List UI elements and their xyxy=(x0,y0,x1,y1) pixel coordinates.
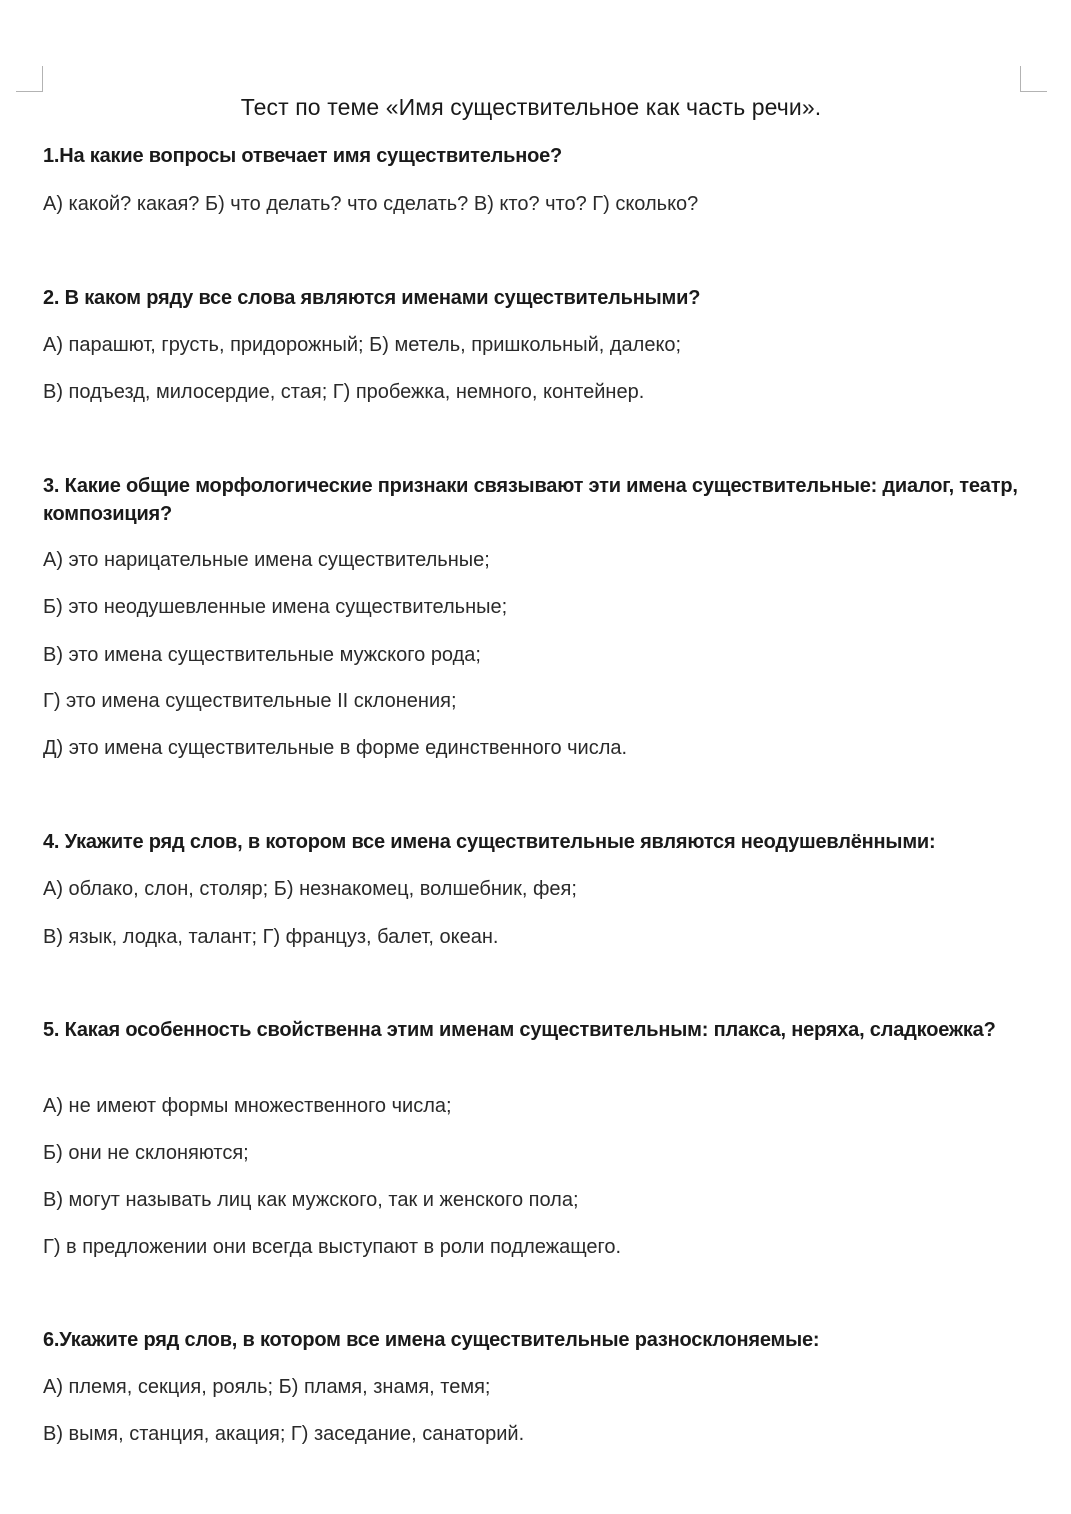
question-5-text: 5. Какая особенность свойственна этим именам существительным: плакса, неряха, сладкоежка? xyxy=(43,1019,996,1041)
question-2-options-line-2: В) подъезд, милосердие, стая; Г) пробежка, немного, контейнер. xyxy=(43,381,645,403)
question-5-option-v: В) могут называть лиц как мужского, так и женского пола; xyxy=(43,1189,579,1211)
question-3-option-a: А) это нарицательные имена существительные; xyxy=(43,549,490,571)
question-2-text: 2. В каком ряду все слова являются именами существительными? xyxy=(43,287,701,309)
question-5-option-a: А) не имеют формы множественного числа; xyxy=(43,1095,452,1117)
question-3-text: 3. Какие общие морфологические признаки связывают эти имена существительные: диалог, театр, композиция? xyxy=(43,475,1018,525)
question-3-option-b: Б) это неодушевленные имена существительные; xyxy=(43,596,508,618)
question-6-options-line-1: А) племя, секция, рояль; Б) пламя, знамя, темя; xyxy=(43,1376,491,1398)
question-6-options-line-2: В) вымя, станция, акация; Г) заседание, санаторий. xyxy=(43,1423,525,1445)
question-4-options-line-2: В) язык, лодка, талант; Г) француз, балет, океан. xyxy=(43,926,499,948)
margin-corner-mark-right xyxy=(1020,66,1047,92)
document-title: Тест по теме «Имя существительное как часть речи». xyxy=(240,94,822,120)
question-2-options-line-1: А) парашют, грусть, придорожный; Б) метель, пришкольный, далеко; xyxy=(43,334,682,356)
question-4-options-line-1: А) облако, слон, столяр; Б) незнакомец, волшебник, фея; xyxy=(43,878,577,900)
question-5-option-b: Б) они не склоняются; xyxy=(43,1142,249,1164)
question-6-text: 6.Укажите ряд слов, в котором все имена существительные разносклоняемые: xyxy=(43,1329,820,1351)
question-3-option-g: Г) это имена существительные II склонения; xyxy=(43,690,457,712)
question-5-option-g: Г) в предложении они всегда выступают в роли подлежащего. xyxy=(43,1236,622,1258)
question-3-option-v: В) это имена существительные мужского рода; xyxy=(43,644,481,666)
question-1-options: А) какой? какая? Б) что делать? что сделать? В) кто? что? Г) сколько? xyxy=(43,193,699,215)
question-3-option-d: Д) это имена существительные в форме единственного числа. xyxy=(43,737,628,759)
margin-corner-mark-left xyxy=(16,66,43,92)
question-4-text: 4. Укажите ряд слов, в котором все имена существительные являются неодушевлёнными: xyxy=(43,831,936,853)
question-1-text: 1.На какие вопросы отвечает имя существительное? xyxy=(43,145,563,167)
